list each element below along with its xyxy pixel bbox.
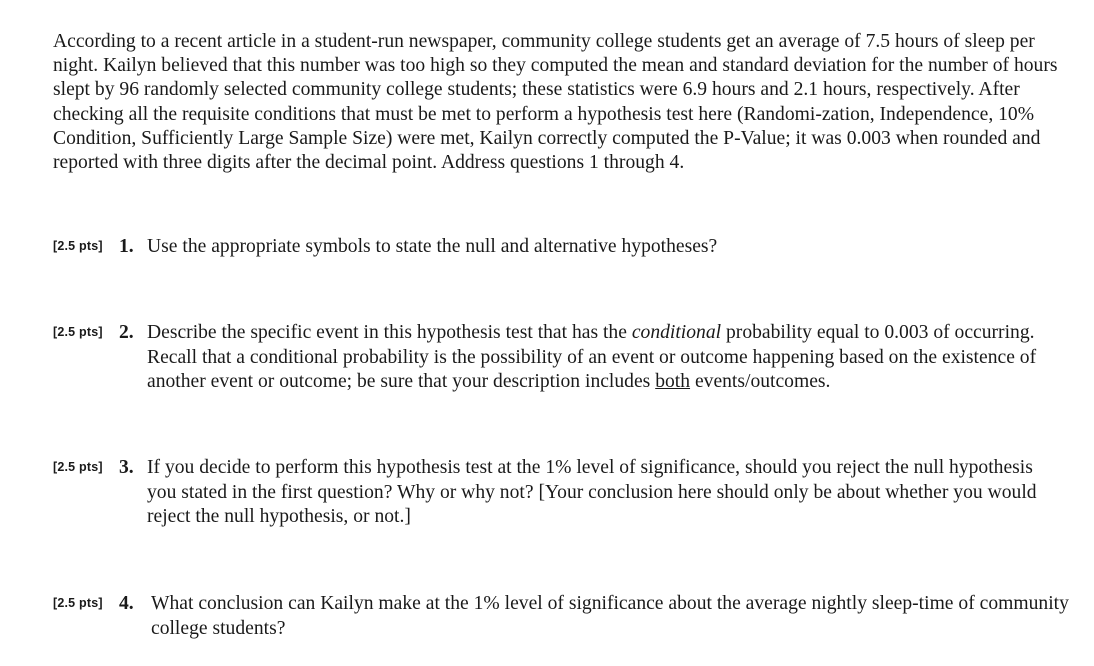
question-3-points: [2.5 pts] — [53, 460, 103, 474]
question-3-text: If you decide to perform this hypothesis test at the 1% level of significance, should you reject the null hypothesis you stated in the first question? Why or why not? [Your conclusion here should only be about whether you would reject the null hypothesis, or not.] — [147, 457, 1037, 527]
question-3 — [53, 456, 1073, 530]
question-2-text-part-b: probability equal to 0.003 of occurring. Recall that a conditional probability is the possibility of an event or outcome happening based on the existence of another event or outcome; be sure that your description includes — [147, 322, 1037, 392]
question-1-text: Use the appropriate symbols to state the null and alternative hypotheses? — [147, 236, 718, 257]
question-1-number: 1. — [119, 236, 134, 257]
question-2-text-part-c: events/outcomes. — [690, 371, 831, 392]
question-2 — [53, 321, 1073, 395]
question-4 — [53, 592, 1073, 641]
question-2-underline: both — [655, 371, 691, 392]
question-4-points: [2.5 pts] — [53, 596, 103, 610]
intro-paragraph: According to a recent article in a student-run newspaper, community college students get an average of 7.5 hours of sleep per night. Kailyn believed that this number was too high so they computed the mean and standard deviation for the number of hours slept by 96 randomly selected community college students; these statistics were 6.9 hours and 2.1 hours, respectively. After checking all the requisite conditions that must be met to perform a hypothesis test here (Randomi-zation, Independence, 10% Condition, Sufficiently Large Sample Size) were met, Kailyn correctly computed the P-Value; it was 0.003 when rounded and reported with three digits after the decimal point. Address questions 1 through 4. — [53, 31, 1058, 174]
question-1-points: [2.5 pts] — [53, 239, 103, 253]
question-2-number: 2. — [119, 322, 134, 343]
question-2-emphasis: conditional — [631, 322, 722, 343]
question-2-text-part-a: Describe the specific event in this hypothesis test that has the — [147, 322, 632, 343]
question-2-points: [2.5 pts] — [53, 325, 103, 339]
question-2-text — [147, 321, 1067, 395]
question-4-number: 4. — [119, 593, 134, 614]
question-1 — [53, 235, 1073, 260]
question-4-text: What conclusion can Kailyn make at the 1% level of significance about the average nightly sleep-time of community college students? — [151, 593, 1069, 639]
question-3-number: 3. — [119, 457, 134, 478]
